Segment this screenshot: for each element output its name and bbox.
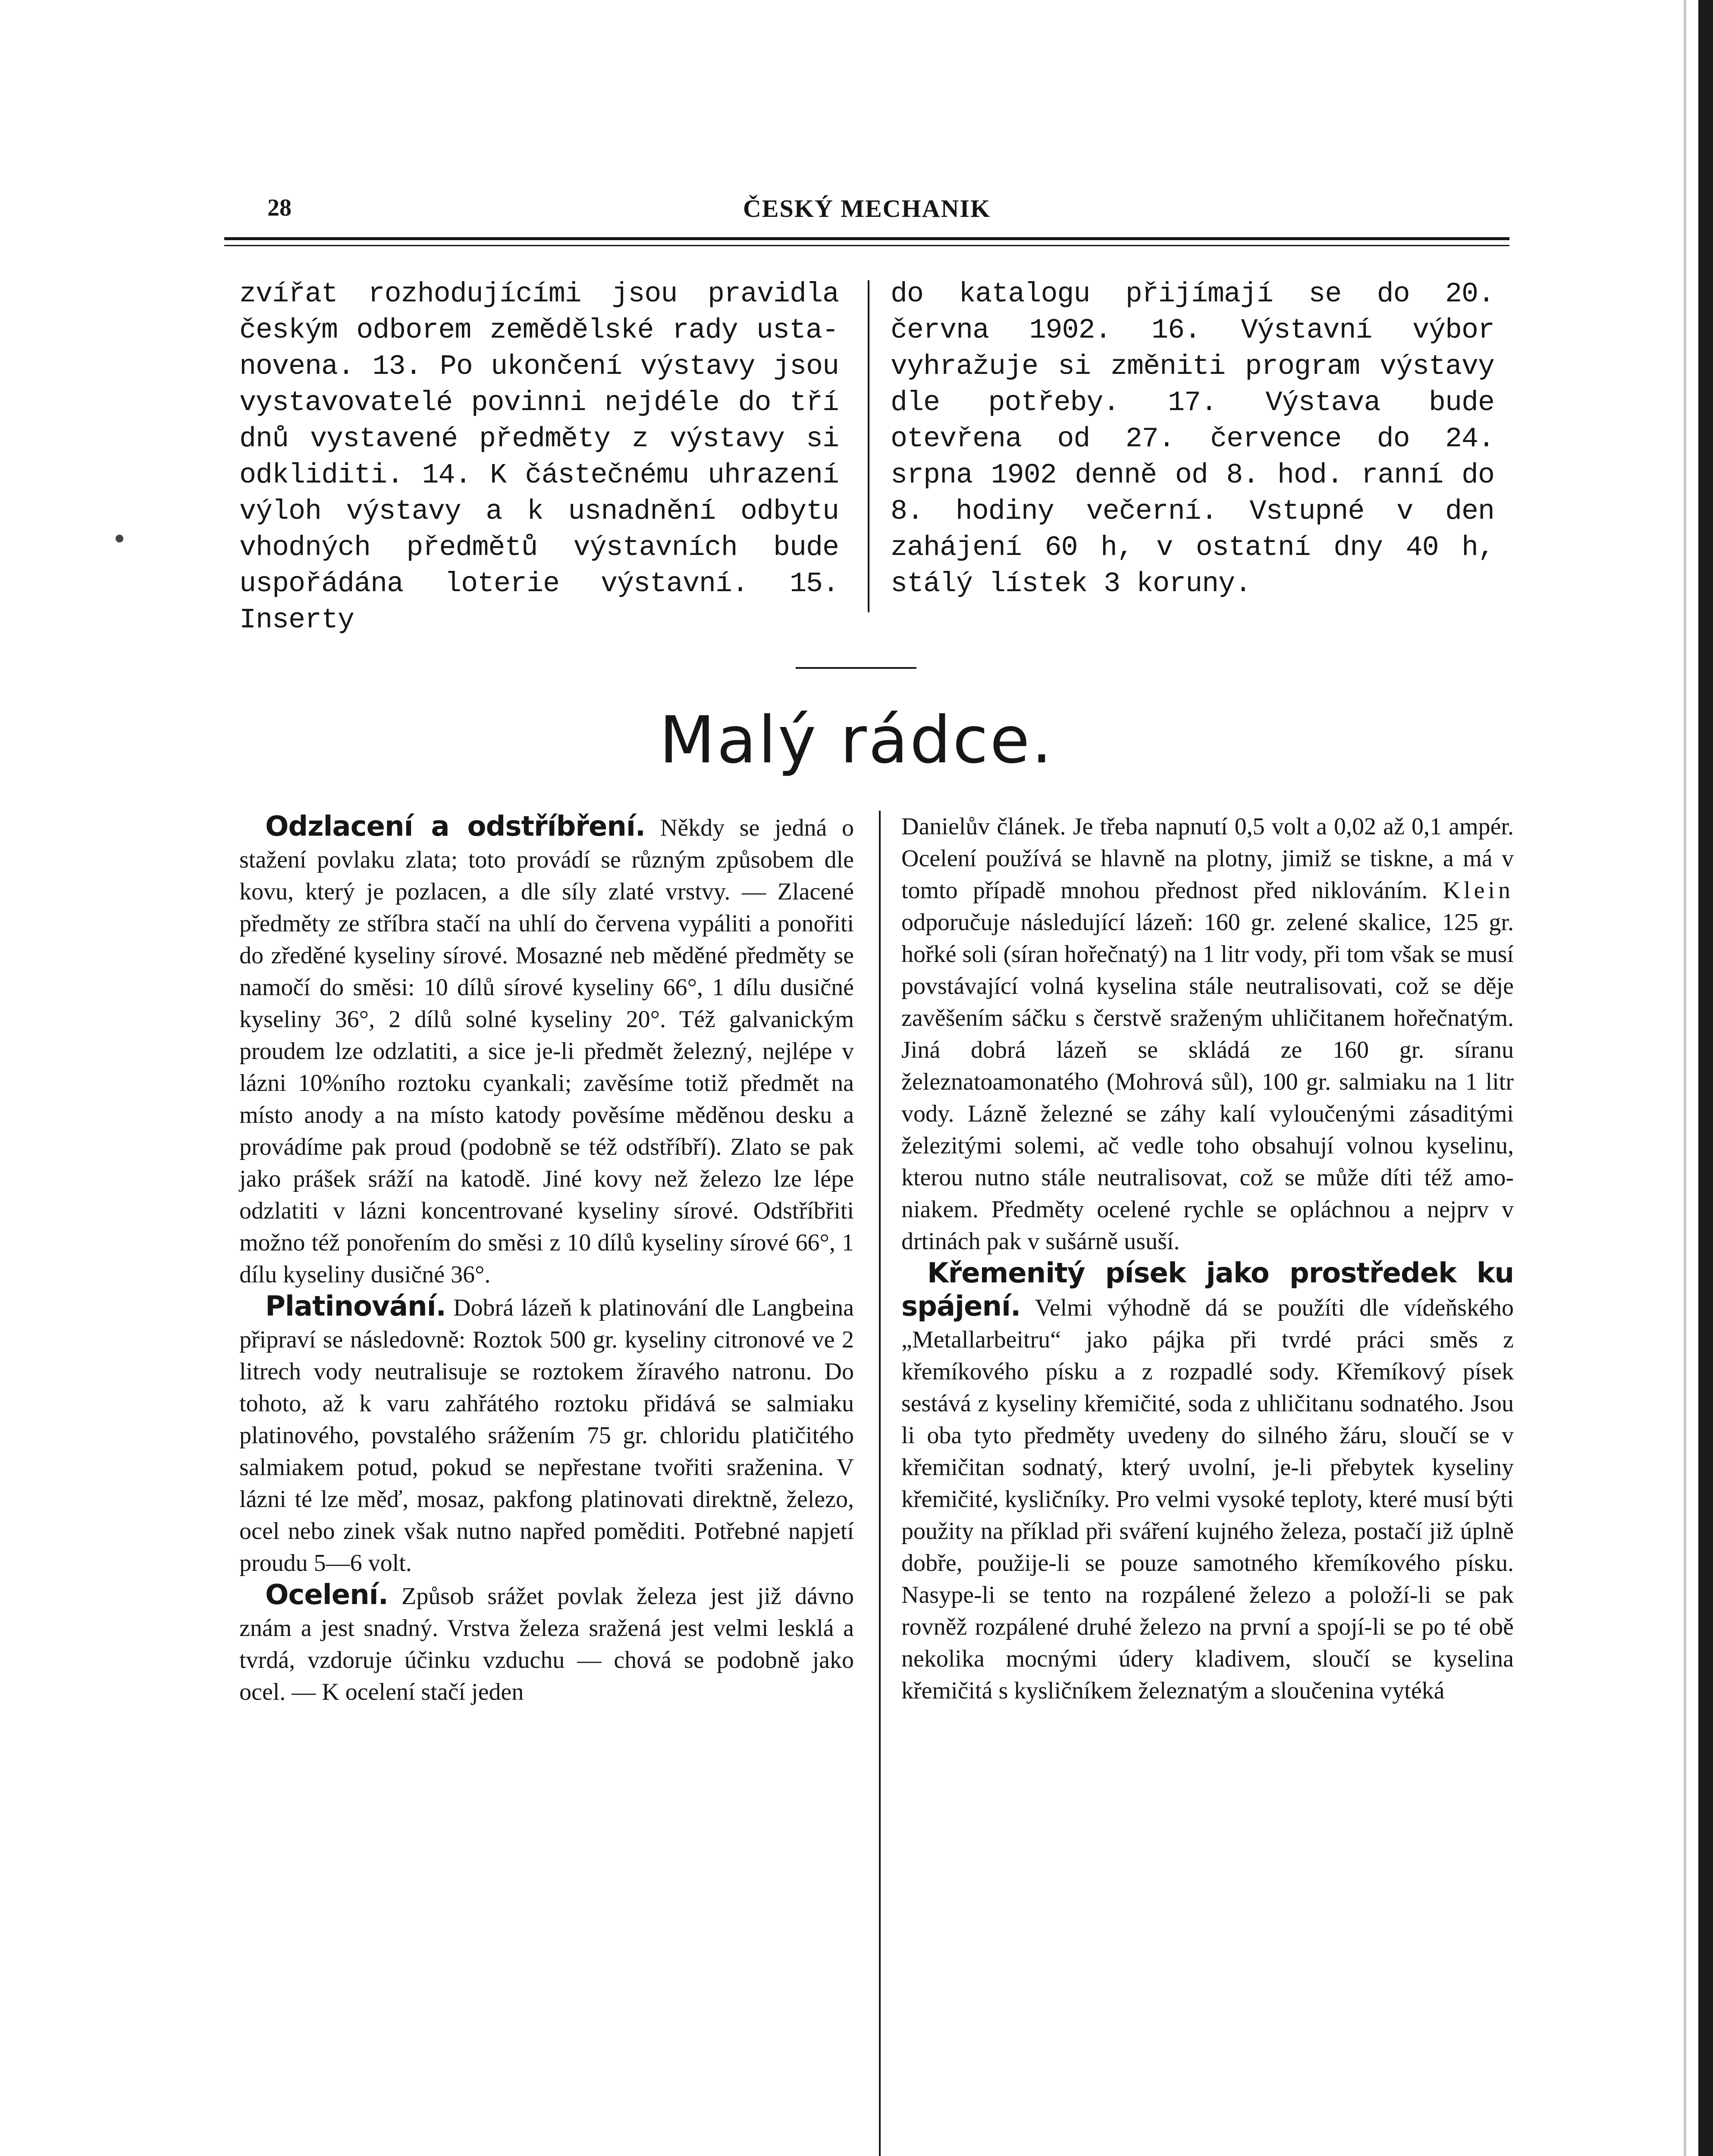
scan-edge-line [1684,0,1686,2156]
section-title: Malý rádce. [659,703,1054,778]
top-right-column [891,276,1494,602]
article-body: Danielův článek. Je třeba napnutí 0,5 volt a 0,02 až 0,1 ampér. Ocelení používá se hlavně na plotny, jimiž se tiskne, a má v tomto případě mnohou přednost před niklováním. [901,813,1514,904]
article-kremenity-pisek [901,1257,1514,1707]
scan-speck [116,535,123,542]
column-separator-bottom [879,811,881,2156]
header-rule-thin [224,245,1509,246]
header-rule-thick [224,237,1509,240]
running-title: ČESKÝ MECHANIK [743,194,991,222]
article-oceleni-continued [901,811,1514,1257]
article-body: Někdy se jedná o stažení povlaku zlata; toto provádí se různým způsobem dle kovu, který je pozlacen, a dle síly zlaté vrstvy. — Zlacené předměty ze stříbra stačí na uhlí do červena vypáliti a ponořiti do zředěné kyseliny sírové. Mosazné neb měděné předměty se namočí do směsi: 10 dílů sírové kyseliny 66°, 1 dílu dusičné kyseliny 36°, 2 dílů solné kyseliny 20°. Též galvanickým proudem lze odzlatiti, a sice je-li předmět železný, nejlépe v lázni 10%ního roztoku cyankali; zavěsíme totiž předmět na místo anody a na místo katody pověsíme měděnou desku a provádíme pak proud (podobně se též odstříbří). Zlato se pak jako prášek sráží na katodě. Jiné kovy než železo lze lépe odzlatiti v lázni koncentrované kyseliny sírové. Odstříbřiti možno též ponořením do směsi z 10 dílů kyseliny sírové 66°, 1 dílu kyseliny dusičné 36°. [239,815,854,1288]
scan-edge [1698,0,1713,2156]
author-name: Klein [1443,877,1514,904]
column-separator-top [868,280,869,612]
article-heading: Odzlacení a odstříbření. [265,811,646,843]
page-header [224,194,1509,224]
article-platinovani [239,1291,854,1579]
article-body: Dobrá lázeň k platinování dle Langbeina připraví se následovně: Roztok 500 gr. kyseliny citronové ve 2 litrech vody neutralisuje se roztokem žíravého natronu. Do tohoto, až k varu zahřátého roztoku přidává se salmiaku platinového, povstalého srážením 75 gr. chloridu platičitého salmiakem potud, pokud se nepřestane tvořiti sraženina. V lázni té lze měď, mosaz, pakfong platinovati direktně, železo, ocel nebo zinek však nutno napřed poměditi. Potřebné napjetí proudu 5—6 volt. [239,1294,854,1576]
top-right-paragraph: do katalogu přijímají se do 20. června 1902. 16. Výstavní výbor vyhražuje si změniti program výstavy dle potřeby. 17. Výstava bude otevřena od 27. července do 24. srpna 1902 denně od 8. hod. ranní do 8. hodiny večerní. Vstupné v den zahájení 60 h, v ostatní dny 40 h, stálý lístek 3 koruny. [891,278,1494,600]
article-heading: Platinování. [265,1291,446,1322]
article-oceleni [239,1579,854,1708]
article-body: Způsob srážet povlak železa jest již dávno znám a jest snadný. Vrstva železa sražená jest velmi lesklá a tvrdá, vzdoruje účinku vzduchu — chová se podobně jako ocel. — K ocelení stačí jeden [239,1583,854,1705]
bottom-right-column [901,811,1514,1707]
article-odzlaceni [239,811,854,1291]
page-number: 28 [267,194,292,221]
top-left-column [239,276,839,638]
section-divider [796,667,916,669]
article-heading: Křemenitý písek jako prostředek ku spájení. [901,1257,1514,1322]
article-body: Velmi výhodně dá se použíti dle vídeňského „Metallarbeitru“ jako pájka při tvrdé práci směs z křemíkového písku a z rozpadlé sody. Křemíkový písek sestává z kyseliny křemičité, soda z uhličitanu sodnatého. Jsou li oba tyto předměty uvedeny do silného žáru, sloučí se v křemičitan sodnatý, který uvolní, je-li přebytek kyseliny křemičité, kysličníky. Pro velmi vysoké teploty, které musí býti použity na příklad při sváření kujného železa, postačí již úplně dobře, použije-li se pouze samotného křemíkového písku. Nasype-li se tento na rozpálené železo a položí-li se pak rovněž rozpálené druhé železo na první a spojí-li se po té obě nekolika mocnými údery kladivem, sloučí se kyselina křemičitá s kysličníkem železnatým a sloučenina vytéká [901,1294,1514,1704]
bottom-left-column [239,811,854,1708]
top-left-paragraph: zvířat rozhodujícími jsou pravidla českým odborem zemědělské rady ustanovena. 13. Po ukončení výstavy jsou vystavovatelé povinni nejdéle do tří dnů vystavené předměty z výstavy si odkliditi. 14. K částečnému uhrazení výloh výstavy a k usnadnění odbytu vhodných předmětů výstavních bude uspořádána loterie výstavní. 15. Inserty [239,278,839,636]
article-heading: Ocelení. [265,1579,388,1611]
article-body: odporučuje následující lázeň: 160 gr. zelené skalice, 125 gr. hořké soli (síran hořečnatý) na 1 litr vody, při tom však se musí povstávající volná kyselina stále neutralisovati, což se děje zavěšením sáčku s čerstvě sraženým uhličitanem hořečnatým. Jiná dobrá lázeň se skládá ze 160 gr. síranu železnatoamonatého (Mohrová sůl), 100 gr. salmiaku na 1 litr vody. Lázně železné se záhy kalí vyloučenými zásaditými železitými solemi, ač vedle toho obsahují volnou kyselinu, kterou nutno stále neutralisovat, což se může díti též amoniakem. Předměty ocelené rychle se opláchnou a nejprv v drtinách pak v sušárně usuší. [901,909,1514,1255]
